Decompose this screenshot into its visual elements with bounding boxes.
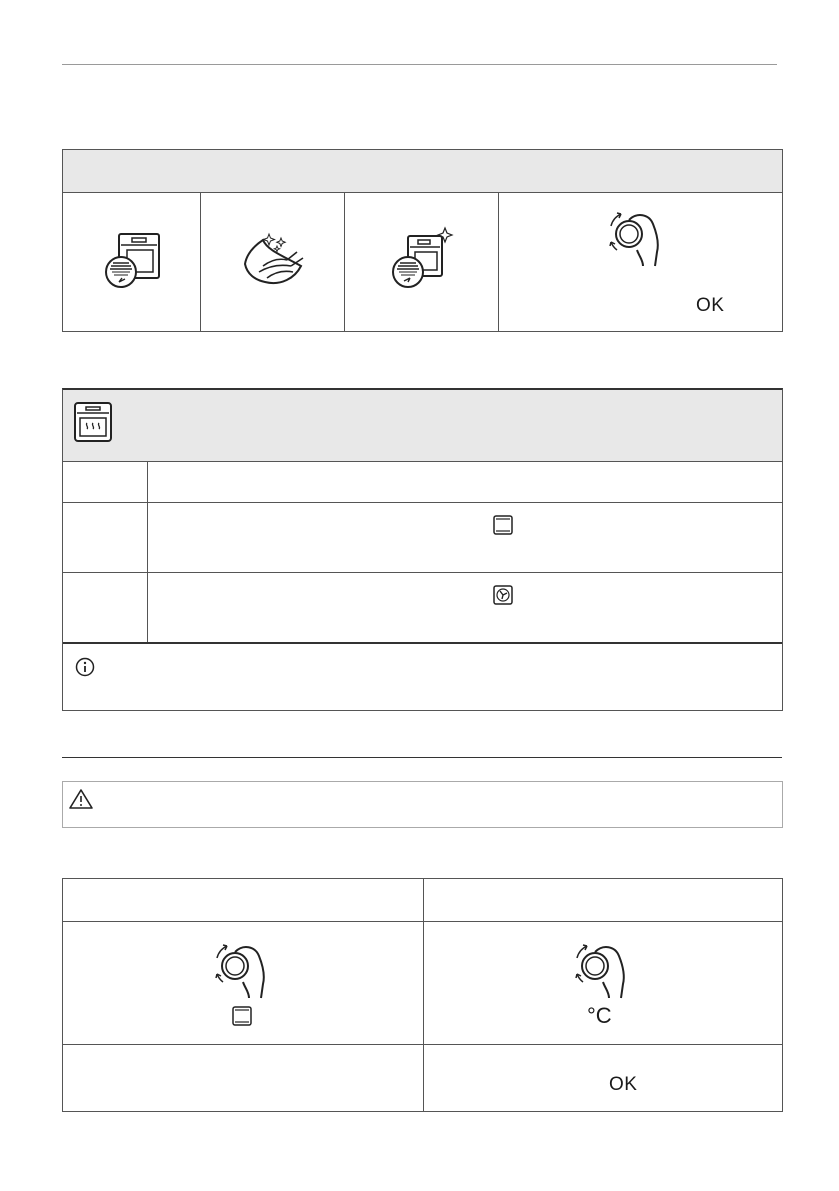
oven-tray-remove-icon bbox=[101, 232, 165, 296]
ok-label: OK bbox=[696, 295, 725, 316]
knob-operation-table bbox=[62, 878, 783, 1112]
cleaning-steps-header bbox=[63, 150, 782, 193]
square-function-icon bbox=[493, 515, 513, 535]
square-function-icon bbox=[232, 1006, 252, 1026]
cloth-clean-icon bbox=[239, 230, 309, 292]
knob-hand-icon bbox=[573, 936, 629, 1002]
steam-function-header bbox=[63, 390, 782, 462]
fan-function-icon bbox=[493, 585, 513, 605]
cleaning-steps-table bbox=[62, 149, 783, 332]
steam-function-table bbox=[62, 388, 783, 711]
warning-icon bbox=[68, 788, 94, 810]
oven-tray-insert-icon bbox=[388, 228, 454, 296]
info-icon bbox=[75, 657, 95, 677]
page-top-rule bbox=[62, 64, 777, 65]
ok-label: OK bbox=[609, 1074, 638, 1095]
section-divider bbox=[62, 757, 782, 758]
knob-hand-icon bbox=[607, 204, 663, 270]
celsius-icon: °C bbox=[587, 1003, 612, 1028]
oven-steam-icon bbox=[74, 402, 112, 442]
knob-hand-icon bbox=[213, 936, 269, 1002]
warning-box bbox=[62, 781, 783, 828]
